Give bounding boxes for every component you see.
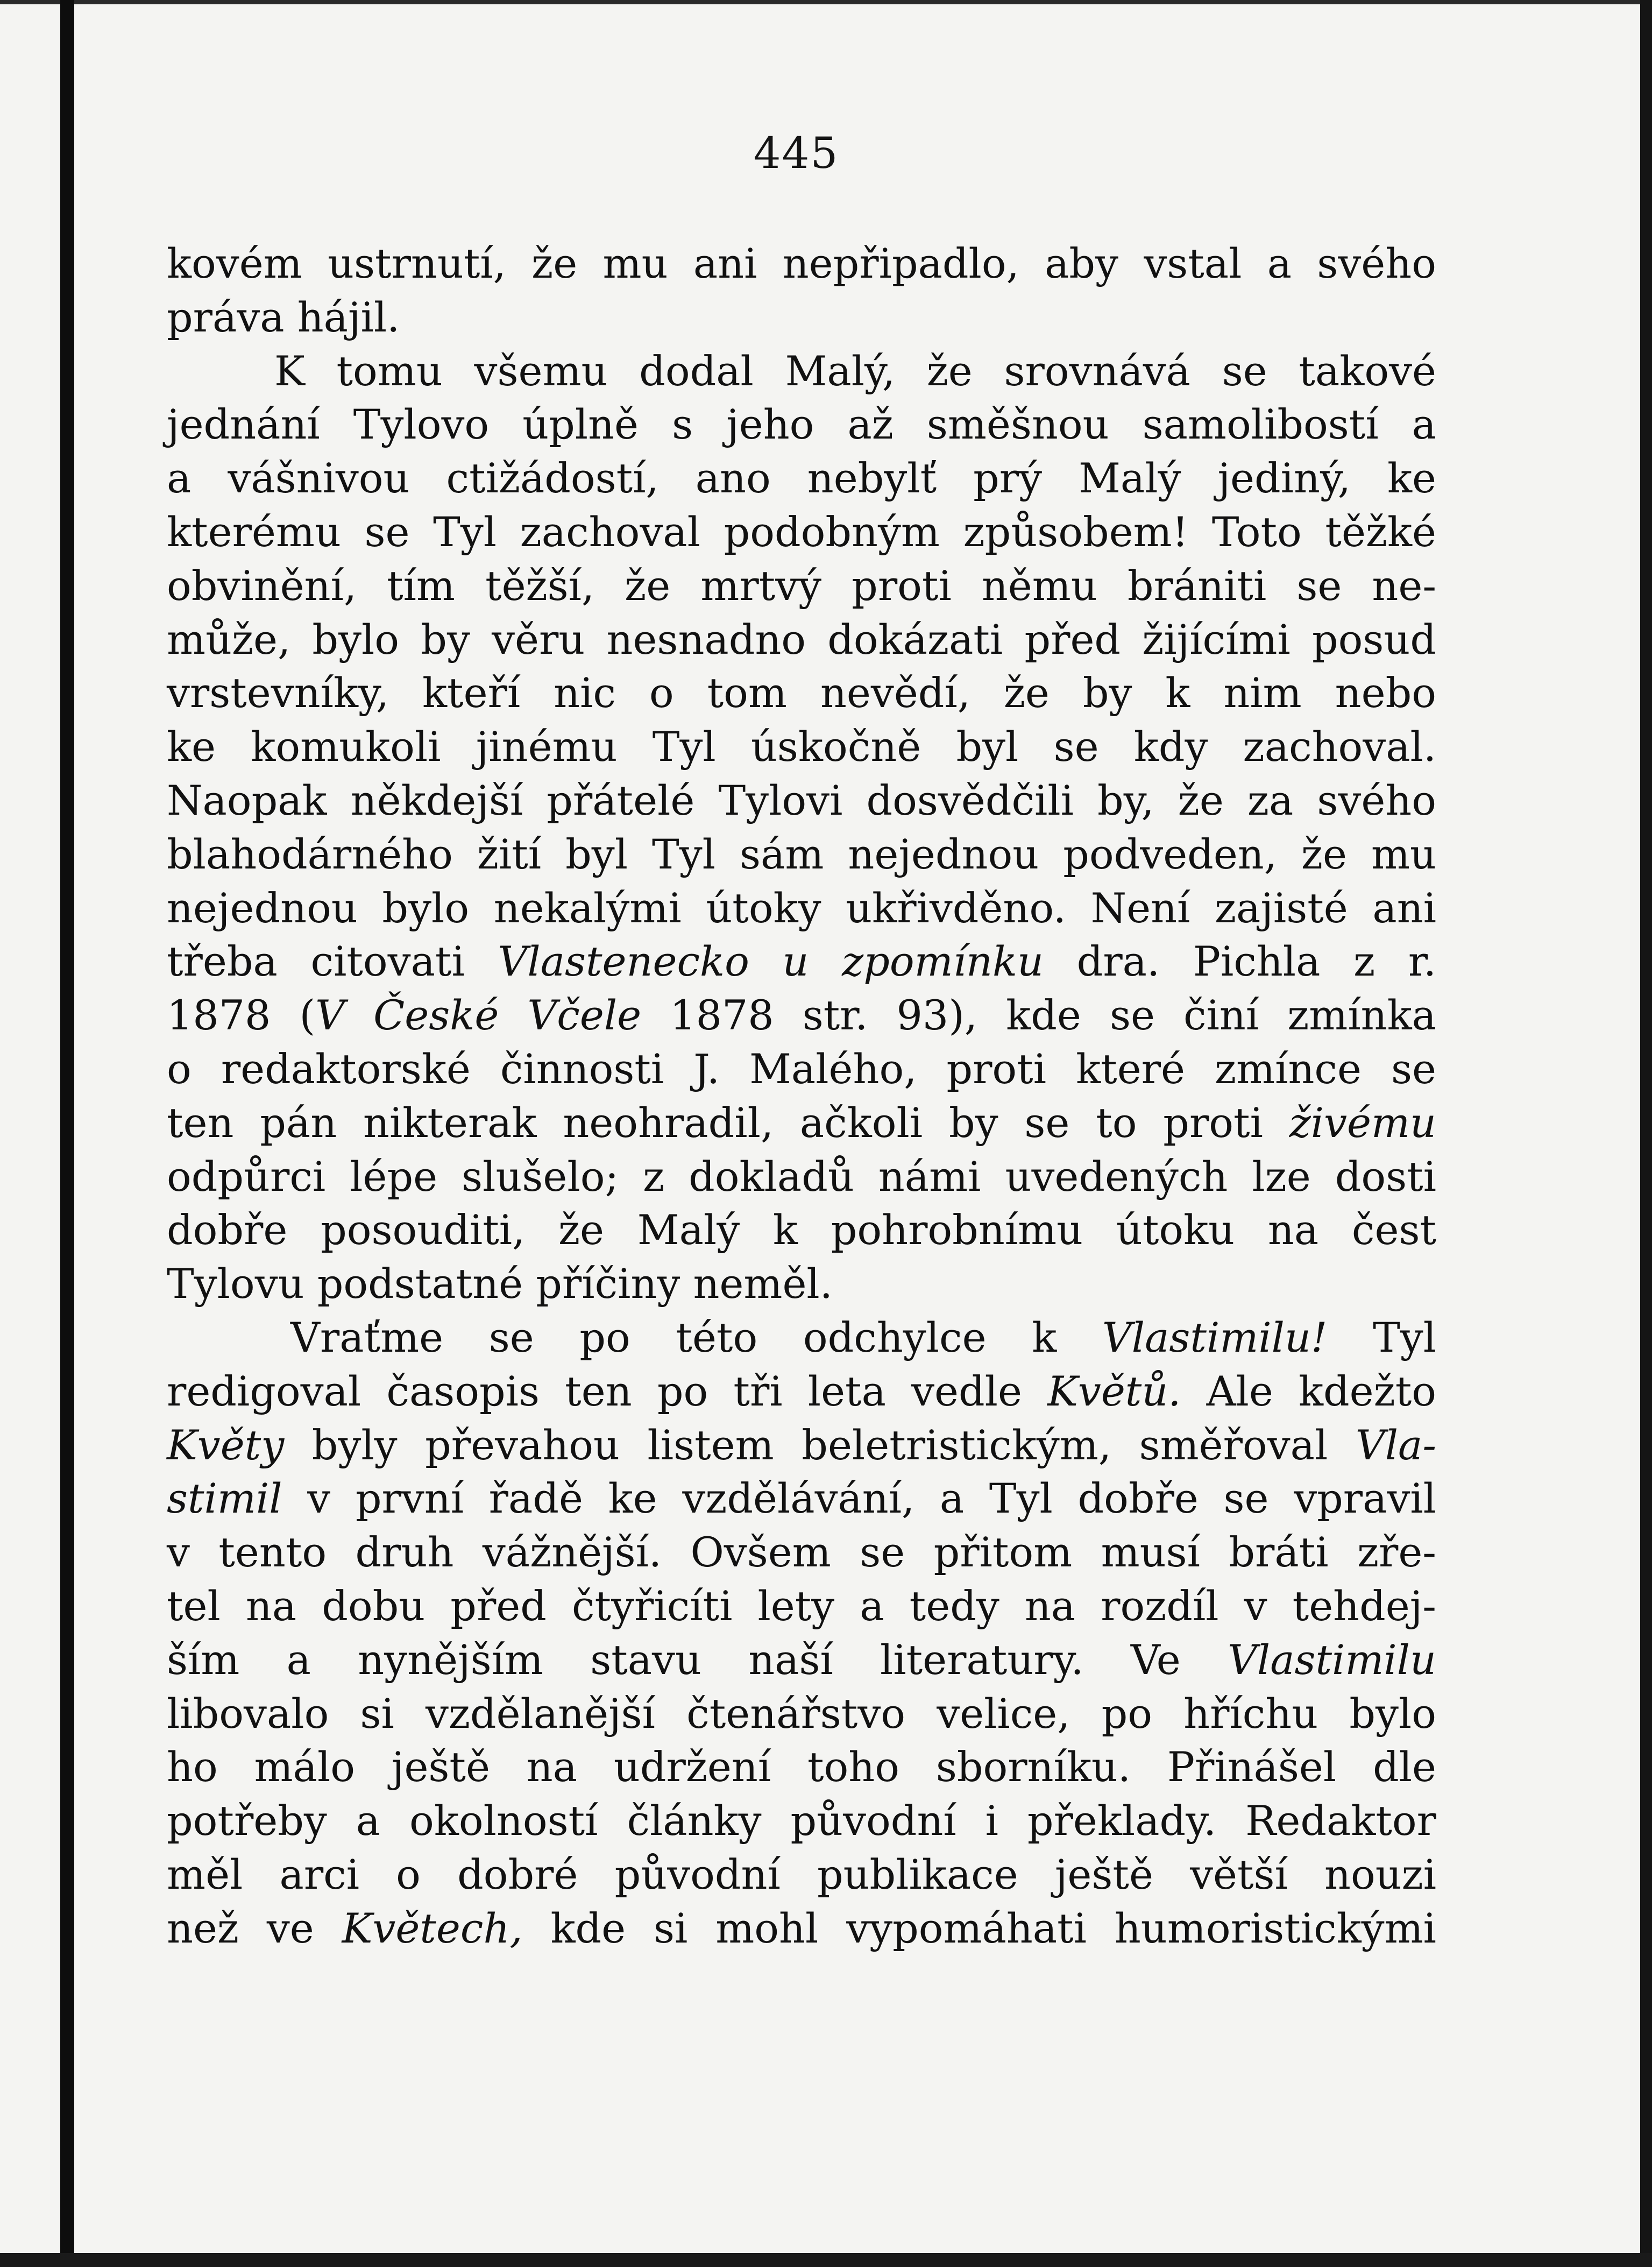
text-line-mixed [167, 1418, 1436, 1472]
text-line: tel na dobu před čtyřicíti lety a tedy na rozdíl v tehdej- [167, 1581, 1436, 1630]
text-line: v tento druh vážnější. Ovšem se přitom musí bráti zře- [167, 1528, 1436, 1577]
text-line: kovém ustrnutí, že mu ani nepřipadlo, aby vstal a svého [167, 239, 1436, 287]
text-line-mixed [167, 1096, 1436, 1150]
text-line: ho málo ještě na udržení toho sborníku. Přinášel dle [167, 1743, 1436, 1791]
text-run: 1878 ( [167, 991, 316, 1040]
text-line: měl arci o dobré původní publikace ještě větší nouzi [167, 1850, 1436, 1898]
scan-edge-left [60, 0, 74, 2267]
page-number: 445 [753, 128, 839, 178]
text-line-mixed [167, 1902, 1436, 1955]
italic-emphasis: živému [1289, 1098, 1436, 1147]
text-line: a vášnivou ctižádostí, ano nebylť prý Malý jediný, ke [167, 454, 1436, 503]
text-run: redigoval časopis ten po tři leta vedle [167, 1367, 1048, 1415]
text-line-mixed [167, 988, 1436, 1042]
italic-title: Vlastenecko u zpomínku [498, 937, 1044, 986]
text-run: 1878 str. 93), kde se činí zmínka [641, 991, 1436, 1040]
text-line: Naopak někdejší přátelé Tylovi dosvědčili by, že za svého [167, 776, 1436, 824]
text-run: dra. Pichla z r. [1043, 937, 1436, 986]
italic-title: stimil [167, 1474, 282, 1523]
text-run: než ve [167, 1904, 342, 1952]
text-line-mixed [167, 935, 1436, 988]
text-run: byly převahou listem beletristickým, směřoval [284, 1421, 1356, 1469]
scan-edge-top [0, 0, 1652, 4]
text-line-mixed [167, 1311, 1436, 1365]
scan-edge-bottom [0, 2253, 1652, 2267]
italic-title: Květů. [1047, 1367, 1181, 1415]
scan-edge-right [1640, 0, 1652, 2267]
italic-title: Květech, [342, 1904, 523, 1952]
italic-title: Vlastimilu! [1102, 1313, 1328, 1361]
text-run: Vraťme se po této odchylce k [290, 1313, 1102, 1361]
text-line: o redaktorské činnosti J. Malého, proti které zmínce se [167, 1044, 1436, 1093]
italic-title: Vlastimilu [1228, 1635, 1436, 1684]
italic-title: Vla- [1355, 1421, 1436, 1469]
text-line: K tomu všemu dodal Malý, že srovnává se takové [274, 347, 1436, 395]
text-line: dobře posouditi, že Malý k pohrobnímu útoku na čest [167, 1206, 1436, 1254]
text-run: Ale kdežto [1181, 1367, 1436, 1415]
text-run: v první řadě ke vzdělávání, a Tyl dobře se vpravil [282, 1474, 1436, 1523]
italic-title: Květy [167, 1421, 285, 1469]
text-line-mixed [167, 1633, 1436, 1687]
text-line: práva hájil. [167, 293, 400, 341]
text-line: vrstevníky, kteří nic o tom nevědí, že by k nim nebo [167, 669, 1436, 717]
text-line: blahodárného žití byl Tyl sám nejednou podveden, že mu [167, 830, 1436, 878]
text-line-mixed [167, 1472, 1436, 1526]
text-line: odpůrci lépe slušelo; z dokladů námi uvedených lze dosti [167, 1152, 1436, 1200]
text-line: nejednou bylo nekalými útoky ukřivděno. Není zajisté ani [167, 884, 1436, 932]
text-run: ten pán nikterak neohradil, ačkoli by se to proti [167, 1098, 1289, 1147]
text-line: může, bylo by věru nesnadno dokázati před žijícími posud [167, 615, 1436, 663]
text-line: ke komukoli jinému Tyl úskočně byl se kdy zachoval. [167, 723, 1436, 771]
italic-title: V České Včele [315, 991, 642, 1040]
text-run: Tyl [1327, 1313, 1437, 1361]
text-run: třeba citovati [167, 937, 498, 986]
text-line: kterému se Tyl zachoval podobným způsobem! Toto těžké [167, 507, 1436, 556]
text-run: ším a nynějším stavu naší literatury. Ve [167, 1635, 1228, 1684]
text-run: kde si mohl vypomáhati humoristickými [522, 1904, 1436, 1952]
text-line: obvinění, tím těžší, že mrtvý proti němu brániti se ne- [167, 561, 1436, 610]
text-line: jednání Tylovo úplně s jeho až směšnou samolibostí a [167, 400, 1436, 449]
text-line: potřeby a okolností články původní i překlady. Redaktor [167, 1797, 1436, 1845]
text-line: libovalo si vzdělanější čtenářstvo velice, po hříchu bylo [167, 1689, 1436, 1738]
text-line: Tylovu podstatné příčiny neměl. [167, 1260, 833, 1308]
text-line-mixed [167, 1365, 1436, 1418]
body-text [167, 237, 1436, 1955]
